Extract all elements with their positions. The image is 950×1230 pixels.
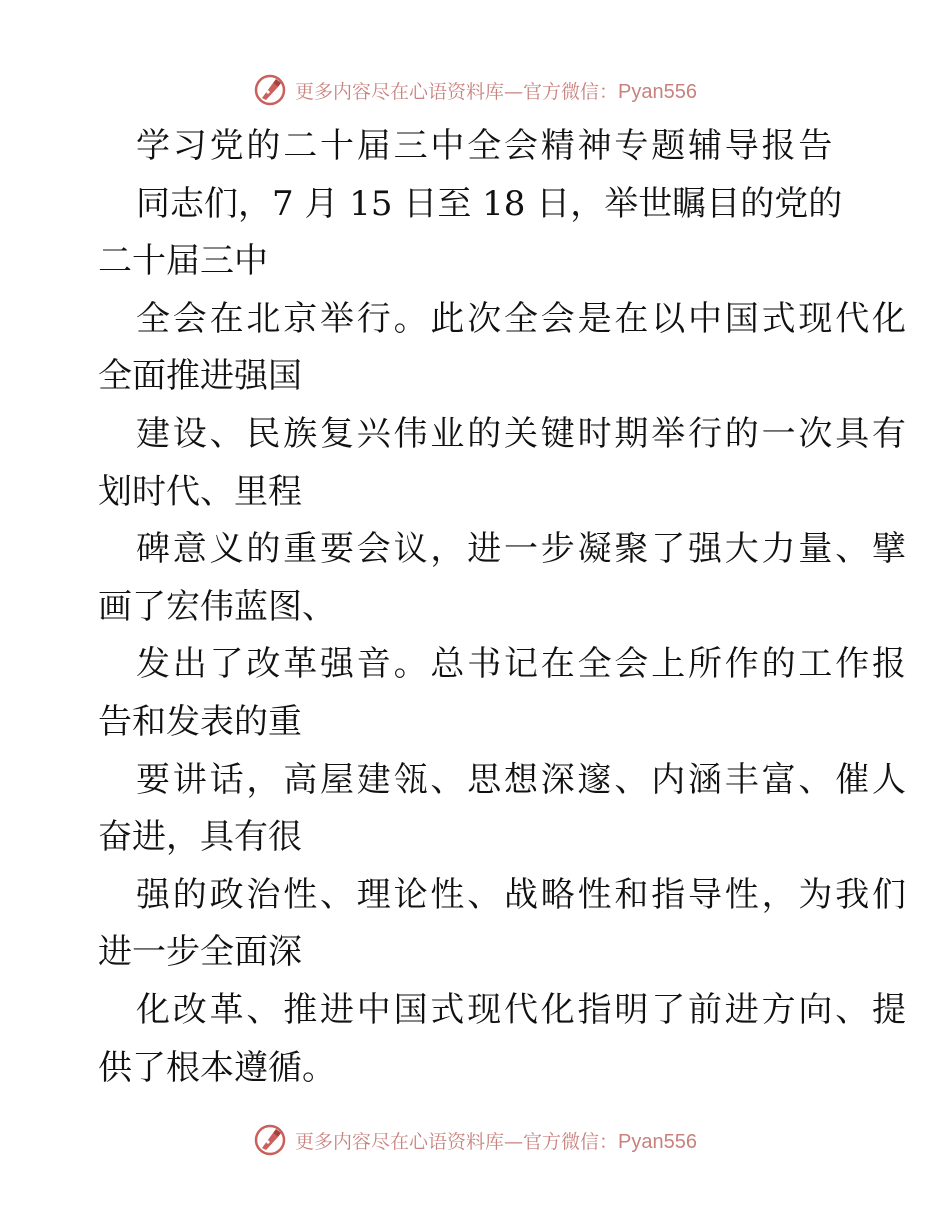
paragraph-line: 全面推进强国 (98, 356, 302, 397)
document-title: 学习党的二十届三中全会精神专题辅导报告 (136, 126, 836, 166)
paragraph-line: 奋进，具有很 (98, 817, 302, 858)
paragraph-line: 发出了改革强音。总书记在全会上所作的工作报 (136, 644, 909, 685)
document-body (98, 118, 909, 1097)
paragraph-line: 告和发表的重 (98, 701, 302, 742)
paragraph-line: 划时代、里程 (98, 471, 302, 512)
pen-logo-icon (253, 73, 287, 107)
paragraph-line: 强的政治性、理论性、战略性和指导性，为我们 (136, 874, 909, 915)
paragraph-line: 碑意义的重要会议，进一步凝聚了强大力量、擘 (136, 529, 909, 570)
paragraph-line: 要讲话，高屋建瓴、思想深邃、内涵丰富、催人 (136, 759, 909, 800)
paragraph-line: 同志们，7 月 15 日至 18 日，举世瞩目的党的 (136, 183, 843, 224)
paragraph-line: 化改革、推进中国式现代化指明了前进方向、提 (136, 989, 909, 1030)
header-watermark (0, 70, 950, 110)
paragraph-line: 全会在北京举行。此次全会是在以中国式现代化 (136, 298, 909, 339)
watermark-text: 更多内容尽在心语资料库—官方微信：Pyan556 (295, 80, 697, 103)
paragraph-line: 进一步全面深 (98, 932, 302, 973)
paragraph-line: 二十届三中 (98, 241, 268, 282)
wechat-id: Pyan556 (618, 80, 697, 103)
paragraph-line: 画了宏伟蓝图、 (98, 586, 336, 627)
wechat-id: Pyan556 (618, 1130, 697, 1153)
footer-watermark (0, 1120, 950, 1160)
paragraph-line: 建设、民族复兴伟业的关键时期举行的一次具有 (136, 413, 909, 454)
paragraph-line: 供了根本遵循。 (98, 1047, 336, 1088)
pen-logo-icon (253, 1123, 287, 1157)
watermark-text: 更多内容尽在心语资料库—官方微信：Pyan556 (295, 1130, 697, 1153)
